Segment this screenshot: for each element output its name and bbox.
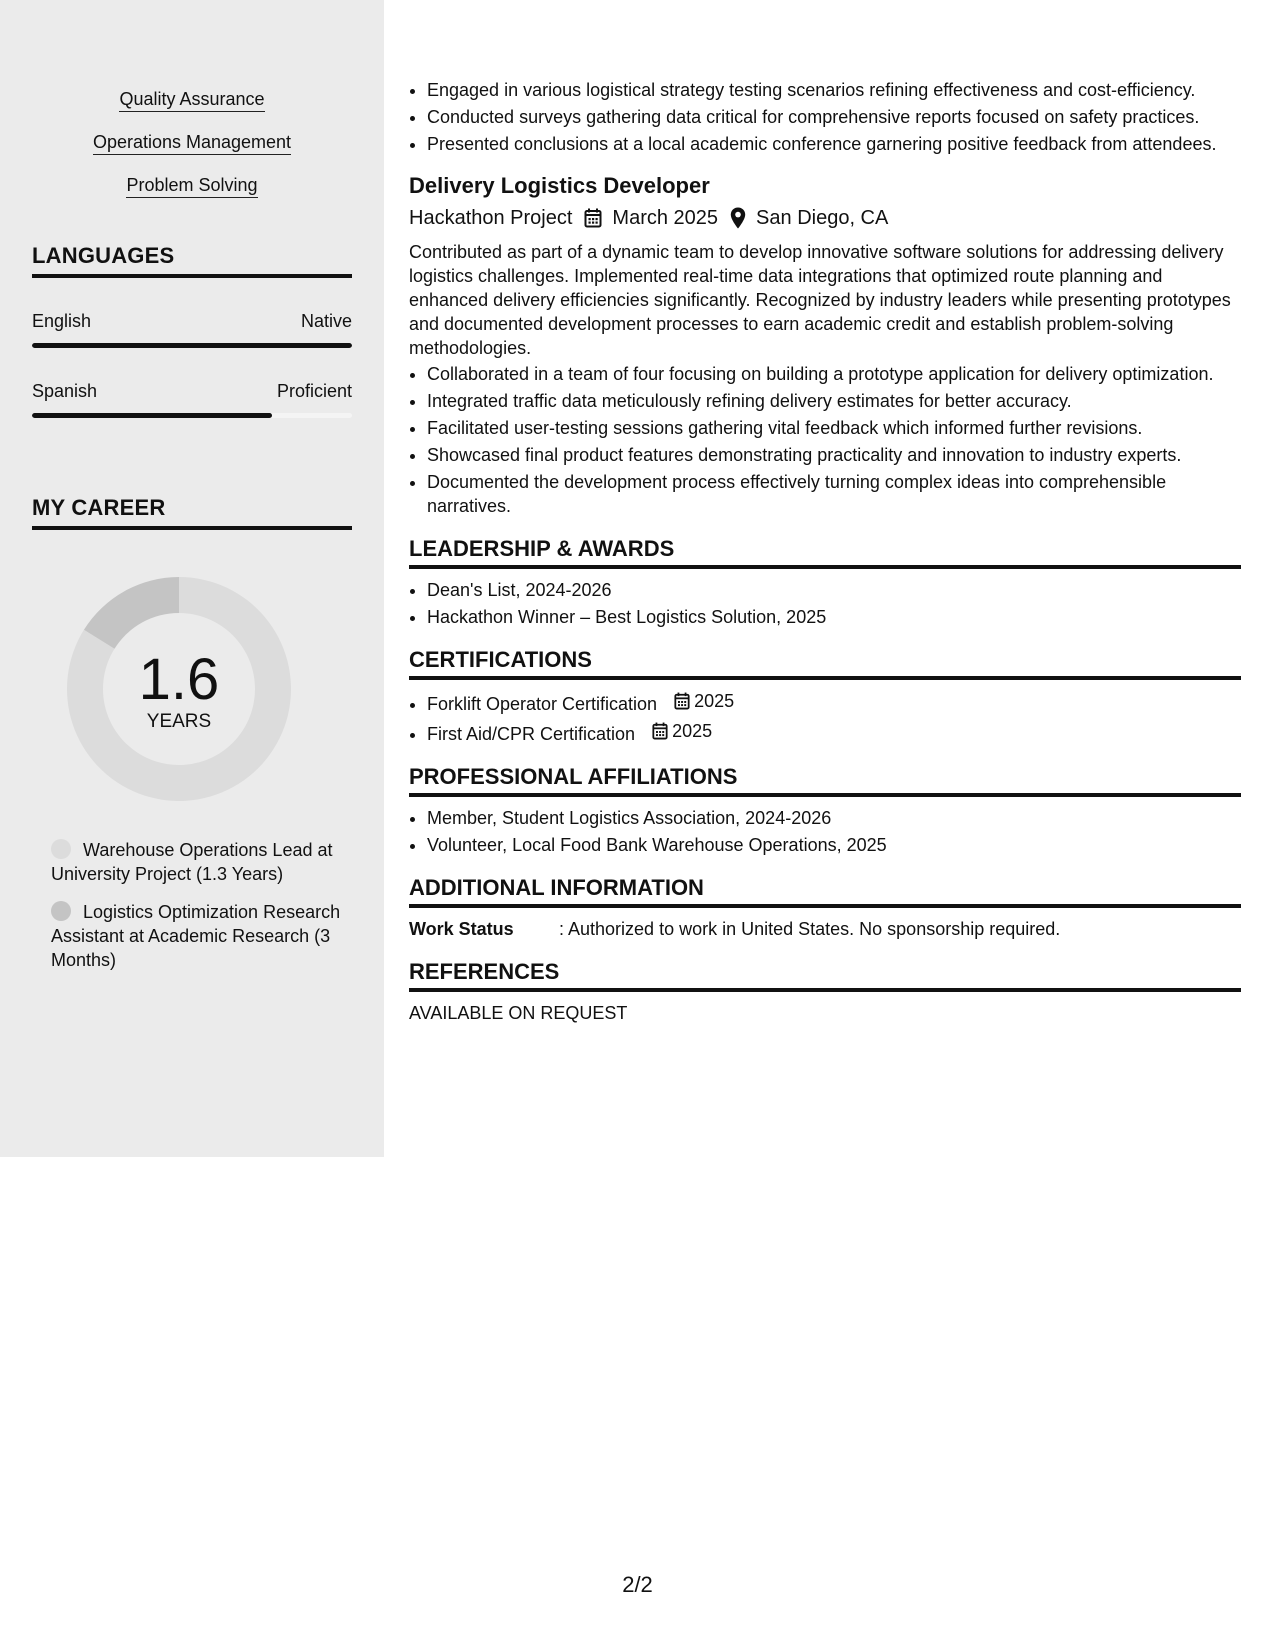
references-heading: REFERENCES bbox=[409, 958, 1241, 992]
skills-list bbox=[32, 88, 352, 217]
certification-date-wrap bbox=[652, 719, 712, 743]
leadership-list bbox=[409, 578, 1241, 629]
list-item bbox=[427, 719, 1241, 746]
career-legend-label: Warehouse Operations Lead at University Project (1.3 Years) bbox=[51, 840, 333, 884]
job-title: Delivery Logistics Developer bbox=[409, 173, 710, 198]
additional-info-heading: ADDITIONAL INFORMATION bbox=[409, 874, 1241, 908]
list-item: • Integrated traffic data meticulously refining delivery estimates for better accuracy. bbox=[427, 389, 1241, 413]
language-bar-fill bbox=[32, 343, 352, 348]
job-date: March 2025 bbox=[612, 207, 719, 229]
language-row-spanish bbox=[32, 380, 352, 402]
page-number: 2/2 bbox=[622, 1572, 653, 1597]
career-total-unit: YEARS bbox=[146, 711, 212, 732]
language-name: Spanish bbox=[32, 381, 98, 401]
certification-date: 2025 bbox=[694, 691, 735, 711]
career-legend-item bbox=[51, 900, 341, 972]
skill-item: Operations Management bbox=[93, 131, 291, 155]
skill-item: Quality Assurance bbox=[119, 88, 264, 112]
language-bar-english bbox=[32, 343, 352, 348]
sidebar bbox=[0, 0, 384, 1157]
donut-segment bbox=[84, 577, 179, 649]
job-bullets bbox=[409, 362, 1241, 518]
career-total-value: 1.6 bbox=[138, 647, 220, 712]
legend-dot-icon bbox=[51, 839, 71, 859]
certification-date-wrap bbox=[674, 689, 734, 713]
list-item: • Member, Student Logistics Association, 2024-2026 bbox=[427, 806, 1241, 830]
experience-bullets bbox=[409, 78, 1241, 156]
job-company: Hackathon Project bbox=[409, 207, 573, 229]
work-status-value: : Authorized to work in United States. No sponsorship required. bbox=[559, 919, 1061, 939]
certifications-list bbox=[409, 689, 1241, 746]
language-level: Native bbox=[300, 311, 352, 331]
leadership-heading: LEADERSHIP & AWARDS bbox=[409, 535, 1241, 569]
list-item: • Dean's List, 2024-2026 bbox=[427, 578, 1241, 602]
calendar-icon bbox=[674, 692, 690, 710]
career-legend-item bbox=[51, 838, 341, 886]
language-bar-spanish bbox=[32, 413, 352, 418]
language-row-english bbox=[32, 310, 352, 332]
calendar-icon bbox=[652, 722, 668, 740]
language-name: English bbox=[32, 311, 92, 331]
list-item: • Presented conclusions at a local academic conference garnering positive feedback from attendees. bbox=[427, 132, 1241, 156]
skill-item: Problem Solving bbox=[126, 174, 257, 198]
job-description: Contributed as part of a dynamic team to develop innovative software solutions for addressing delivery logistics challenges. Implemented real-time data integrations that optimized route planning and enhanced delivery efficiencies significantly. Recognized by industry leaders while presenting prototypes and documented development processes to earn academic credit and establish problem-solving methodologies. bbox=[409, 242, 1231, 358]
career-legend-label: Logistics Optimization Research Assistant at Academic Research (3 Months) bbox=[51, 902, 341, 970]
list-item bbox=[427, 689, 1241, 716]
list-item: • Hackathon Winner – Best Logistics Solution, 2025 bbox=[427, 605, 1241, 629]
work-status-label: Work Status bbox=[409, 919, 514, 939]
legend-dot-icon bbox=[51, 901, 71, 921]
language-level: Proficient bbox=[276, 381, 352, 401]
list-item: • Facilitated user-testing sessions gathering vital feedback which informed further revisions. bbox=[427, 416, 1241, 440]
job-location: San Diego, CA bbox=[756, 207, 889, 229]
work-status-row bbox=[409, 917, 1241, 941]
certifications-heading: CERTIFICATIONS bbox=[409, 646, 1241, 680]
list-item: • Conducted surveys gathering data critical for comprehensive reports focused on safety practices. bbox=[427, 105, 1241, 129]
list-item: • Engaged in various logistical strategy testing scenarios refining effectiveness and cost-efficiency. bbox=[427, 78, 1241, 102]
career-heading: MY CAREER bbox=[32, 494, 352, 530]
affiliations-heading: PROFESSIONAL AFFILIATIONS bbox=[409, 763, 1241, 797]
job-meta bbox=[409, 204, 1241, 232]
languages-heading: LANGUAGES bbox=[32, 242, 352, 278]
references-text: AVAILABLE ON REQUEST bbox=[409, 1003, 628, 1023]
list-item: • Showcased final product features demonstrating practicality and innovation to industry experts. bbox=[427, 443, 1241, 467]
certification-name: First Aid/CPR Certification bbox=[427, 724, 636, 744]
certification-name: Forklift Operator Certification bbox=[427, 694, 658, 714]
list-item: • Volunteer, Local Food Bank Warehouse Operations, 2025 bbox=[427, 833, 1241, 857]
list-item: • Collaborated in a team of four focusing on building a prototype application for delivery optimization. bbox=[427, 362, 1241, 386]
list-item: • Documented the development process effectively turning complex ideas into comprehensible narratives. bbox=[427, 470, 1241, 518]
calendar-icon bbox=[584, 208, 602, 228]
certification-date: 2025 bbox=[672, 721, 713, 741]
language-bar-fill bbox=[32, 413, 272, 418]
map-pin-icon bbox=[730, 207, 746, 229]
affiliations-list bbox=[409, 806, 1241, 857]
main-content bbox=[409, 78, 1241, 1025]
